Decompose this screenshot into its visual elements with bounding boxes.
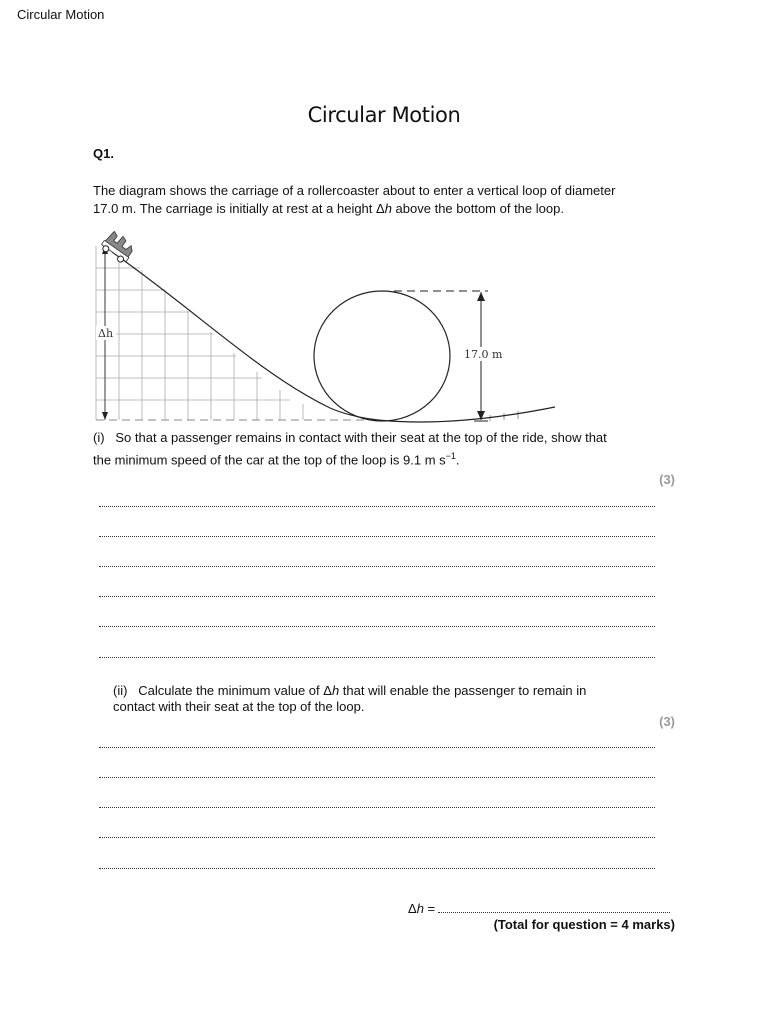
part-ii-text-a: (ii) Calculate the minimum value of Δ [113,683,332,698]
part-ii-answer-line-5[interactable] [99,868,655,869]
part-i-marks: (3) [659,472,675,487]
part-i-answer-line-5[interactable] [99,626,655,627]
document-title: Circular Motion [307,103,461,127]
part-i-superscript: −1 [445,451,456,461]
part-ii-answer-line-4[interactable] [99,837,655,838]
diameter-arrow-top [477,292,485,301]
diameter-label: 17.0 m [464,348,503,361]
final-answer-delta: Δ [408,901,417,916]
final-answer-variable-h: h [416,901,424,916]
support-grid [96,246,303,420]
intro-line-1: The diagram shows the carriage of a rollercoaster about to enter a vertical loop of diameter [93,183,616,198]
part-i-answer-line-6[interactable] [99,657,655,658]
part-ii-line-1 [113,683,683,699]
question-intro [93,182,683,218]
part-i-answer-line-4[interactable] [99,596,655,597]
final-answer-row [408,901,670,916]
track-curve [112,252,555,422]
intro-text-a: 17.0 m. The carriage is initially at rest at a height Δ [93,201,385,216]
part-i-line-1: (i) So that a passenger remains in contact with their seat at the top of the ride, show that [93,430,607,445]
part-i-question [93,429,683,469]
final-answer-equals: = [423,901,436,916]
ground-line [96,411,518,421]
intro-line-2 [93,200,683,218]
part-ii-text-b: that will enable the passenger to remain in [339,683,587,698]
height-arrow-bottom [102,412,108,420]
rollercoaster-diagram [90,224,560,426]
part-ii-line-2: contact with their seat at the top of the loop. [113,699,365,714]
part-i-answer-line-1[interactable] [99,506,655,507]
page-header-title: Circular Motion [17,7,105,22]
height-label: Δh [98,327,114,340]
part-i-answer-line-3[interactable] [99,566,655,567]
part-i-text-a: the minimum speed of the car at the top of the loop is 9.1 m s [93,452,446,468]
part-ii-answer-line-1[interactable] [99,747,655,748]
final-answer-line[interactable] [438,903,670,913]
question-number: Q1. [93,146,114,161]
part-ii-answer-line-2[interactable] [99,777,655,778]
part-ii-answer-line-3[interactable] [99,807,655,808]
part-ii-variable-h: h [331,683,340,698]
loop-circle [314,291,450,421]
part-i-answer-line-2[interactable] [99,536,655,537]
total-marks: (Total for question = 4 marks) [493,917,675,932]
intro-variable-h: h [384,201,392,216]
part-i-line-2 [93,447,683,469]
part-i-text-b: . [455,452,460,468]
part-ii-marks: (3) [659,714,675,729]
part-ii-question [113,683,683,715]
intro-text-b: above the bottom of the loop. [391,201,564,216]
